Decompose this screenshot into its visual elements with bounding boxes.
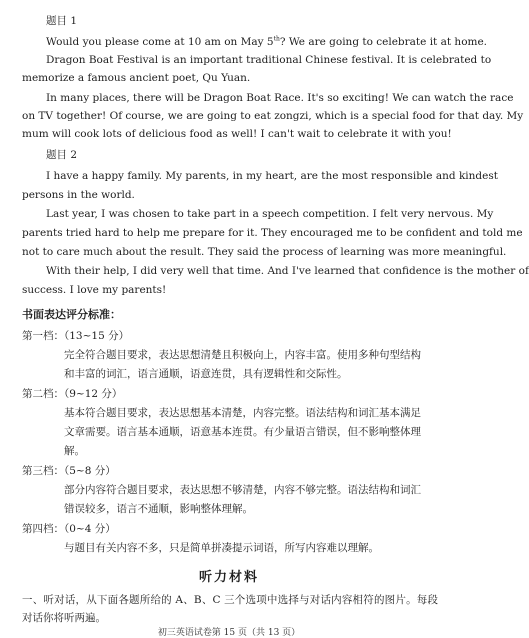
level4-header: 第四档：（0~4 分） — [22, 523, 116, 535]
level3-line2: 错误较多，语言不通顺，影响整体理解。 — [64, 503, 253, 515]
topic2-paragraph2-line1: Last year, I was chosen to take part in a speech competition. I felt very nervous. My — [46, 208, 494, 220]
listening-instruction-line1: 一、听对话，从下面各题所给的 A、B、C 三个选项中选择与对话内容相符的图片。每段 — [22, 594, 438, 606]
page-footer: 初三英语试卷第 15 页（共 13 页） — [157, 628, 301, 638]
listening-instruction-line2: 对话你将听两遍。 — [22, 612, 106, 624]
topic2-paragraph2-line2: parents tried hard to help me prepare for it. They encouraged me to be confident and told me — [22, 227, 523, 239]
level1-header: 第一档：（13~15 分） — [22, 330, 130, 342]
level2-line1: 基本符合题目要求，表达思想基本清楚，内容完整。语法结构和词汇基本满足 — [64, 407, 421, 419]
topic2-paragraph3-line2: success. I love my parents! — [22, 284, 167, 296]
topic1-paragraph3-line3: mum will cook lots of delicious food as well! I can't wait to celebrate it with you! — [22, 128, 452, 140]
topic1-paragraph2-line1: Dragon Boat Festival is an important traditional Chinese festival. It is celebrated to — [46, 54, 492, 66]
topic2-paragraph1-line1: I have a happy family. My parents, in my heart, are the most responsible and kindest — [46, 170, 498, 182]
level2-line3: 解。 — [64, 445, 85, 457]
topic1-paragraph2-line2: memorize a famous ancient poet, Qu Yuan. — [22, 72, 251, 84]
topic1-paragraph3-line1: In many places, there will be Dragon Boat Race. It's so exciting! We can watch the race — [46, 92, 514, 104]
level2-line2: 文章需要。语言基本通顺，语意基本连贯。有少量语言错误，但不影响整体理 — [64, 426, 421, 438]
criteria-heading: 书面表达评分标准： — [22, 308, 121, 321]
topic2-paragraph3-line1: With their help, I did very well that time. And I've learned that confidence is the mother of — [46, 265, 529, 277]
topic2-paragraph1-line2: persons in the world. — [22, 189, 135, 201]
level2-header: 第二档：（9~12 分） — [22, 388, 123, 400]
level1-line2: 和丰富的词汇，语言通顺，语意连贯，具有逻辑性和交际性。 — [64, 368, 348, 380]
topic1-paragraph3-line2: on TV together! Of course, we are going to eat zongzi, which is a special food for that day. My — [22, 110, 524, 122]
level3-line1: 部分内容符合题目要求，表达思想不够清楚，内容不够完整。语法结构和词汇 — [64, 484, 421, 496]
topic1-heading: 题目 1 — [46, 15, 78, 27]
topic1-paragraph1: Would you please come at 10 am on May 5th? We are going to celebrate it at home. — [46, 35, 488, 48]
listening-title: 听力材料 — [198, 570, 259, 585]
topic2-heading: 题目 2 — [46, 149, 78, 161]
level4-line1: 与题目有关内容不多，只是简单拼凑提示词语，所写内容难以理解。 — [64, 542, 379, 554]
level3-header: 第三档：（5~8 分） — [22, 465, 116, 477]
topic2-paragraph2-line3: not to care much about the result. They said the process of learning was more meaningful. — [22, 246, 507, 258]
level1-line1: 完全符合题目要求，表达思想清楚且积极向上，内容丰富。使用多种句型结构 — [64, 349, 421, 361]
